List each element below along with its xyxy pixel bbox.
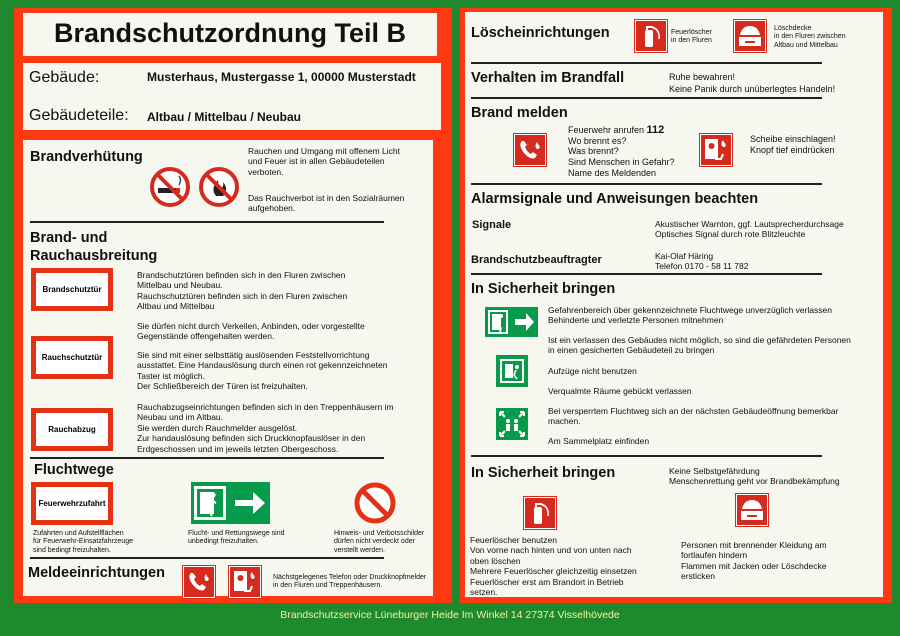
fluchtwege-heading: Fluchtwege bbox=[34, 462, 114, 478]
sicherheit-text-2: Ist ein verlassen des Gebäudes nicht möglich, so sind die gefährdeten Personen in einen gesicherten Gebäudeteil zu bringen bbox=[548, 335, 851, 356]
alarm-heading: Alarmsignale und Anweisungen beachten bbox=[471, 191, 759, 207]
divider bbox=[471, 183, 822, 185]
brand-melden-text: Feuerwehr anrufen 112 Wo brennt es? Was brennt? Sind Menschen in Gefahr? Name des Meldenden bbox=[568, 124, 675, 178]
brand-melden-heading: Brand melden bbox=[471, 105, 568, 121]
fluchtwege-caption-2: Flucht- und Rettungswege sind unbedingt freizuhalten. bbox=[188, 530, 285, 546]
beauftragter-label: Brandschutzbeauftragter bbox=[471, 254, 602, 266]
loesch-caption-1: Feuerlöscher in den Fluren bbox=[671, 29, 712, 45]
melde-heading: Meldeeinrichtungen bbox=[28, 565, 165, 581]
melde-text: Nächstgelegenes Telefon oder Druckknopfmelder in den Fluren und Treppenhäusern. bbox=[273, 574, 427, 590]
gebaeude-label: Gebäude: bbox=[29, 69, 100, 86]
emergency-exit-icon bbox=[485, 307, 511, 337]
ausbreitung-block-1: Brandschutztüren befinden sich in den Fluren zwischen Mittelbau und Neubau. Rauchschutztüren befinden sich in den Fluren zwischen Altbau und Mittelbau bbox=[137, 270, 348, 312]
assembly-point-icon bbox=[496, 408, 528, 440]
loesch-heading: Löscheinrichtungen bbox=[471, 25, 610, 41]
fluchtwege-caption-1: Zufahrten und Aufstellflächen für Feuerwehr-Einsatzfahrzeuge sind bedingt freizuhalten. bbox=[33, 530, 133, 554]
elevator-prohibited-icon bbox=[496, 355, 528, 387]
gebaeude-value: Musterhaus, Mustergasse 1, 00000 Musterstadt bbox=[147, 70, 416, 84]
fire-phone-icon bbox=[514, 134, 546, 166]
divider bbox=[471, 97, 822, 99]
title-box bbox=[23, 13, 437, 56]
ausbreitung-block-2: Sie dürfen nicht durch Verkeilen, Anbinden, oder vorgestellte Gegenstände offengehalten werden. bbox=[137, 321, 365, 342]
verhalten-heading: Verhalten im Brandfall bbox=[471, 70, 625, 86]
sicherheit-text-5: Bei versperrtem Fluchtweg sich an der nächsten Gebäudeöffnung bemerkbar machen. bbox=[548, 406, 839, 427]
fire-alarm-button-icon bbox=[700, 134, 732, 166]
feuerwehrzufahrt-sign: Feuerwehrzufahrt bbox=[31, 482, 113, 525]
fire-extinguisher-icon bbox=[524, 497, 556, 529]
ausbreitung-block-3: Sie sind mit einer selbsttätig auslösenden Feststellvorrichtung ausstattet. Eine Handauslösung durch einen rot gekennzeichneten Taster ist möglich. Der Schließbereich der Türen ist freizuhalten. bbox=[137, 350, 388, 392]
divider bbox=[471, 455, 822, 457]
sicherheit-text-1: Gefahrenbereich über gekennzeichnete Fluchtwege unverzüglich verlassen Behinderte und verletzte Personen mitnehmen bbox=[548, 305, 832, 326]
footer-text: Brandschutzservice Lüneburger Heide Im Winkel 14 27374 Visselhövede bbox=[280, 609, 620, 621]
sicherheit2-side-text: Keine Selbstgefährdung Menschenrettung geht vor Brandbekämpfung bbox=[669, 466, 840, 487]
sicherheit-heading-2: In Sicherheit bringen bbox=[471, 465, 616, 481]
brandschutztuer-sign: Brandschutztür bbox=[31, 268, 113, 311]
sicherheit-text-6: Am Sammelplatz einfinden bbox=[548, 436, 650, 446]
verhuetung-text-2: Das Rauchverbot ist in den Sozialräumen aufgehoben. bbox=[248, 193, 405, 214]
no-smoking-icon bbox=[149, 166, 191, 208]
divider bbox=[30, 457, 384, 459]
rauchschutztuer-sign: Rauchschutztür bbox=[31, 336, 113, 379]
fire-blanket-icon bbox=[736, 494, 768, 526]
exit-arrow-icon bbox=[229, 482, 270, 524]
teile-value: Altbau / Mittelbau / Neubau bbox=[147, 110, 302, 124]
exit-arrow-icon bbox=[511, 307, 538, 337]
fire-blanket-icon bbox=[734, 20, 766, 52]
signale-text: Akustischer Warnton, ggf. Lautsprecherdurchsage Optisches Signal durch rote Blitzleuchte bbox=[655, 219, 844, 240]
fluchtwege-caption-3: Hinweis- und Verbotsschilder dürfen nicht verdeckt oder verstellt werden. bbox=[334, 530, 425, 554]
teile-label: Gebäudeteile: bbox=[29, 107, 129, 124]
no-obstruction-icon bbox=[353, 481, 397, 525]
no-open-fire-icon bbox=[198, 166, 240, 208]
sicherheit2-left-text: Feuerlöscher benutzen Von vorne nach hinten und von unten nach oben löschen Mehrere Feuerlöscher gleichzeitig einsetzen Feuerlöscher erst am Brandort in Betrieb setzen. bbox=[470, 535, 637, 598]
divider bbox=[471, 273, 822, 275]
brand-melden-text-2: Scheibe einschlagen! Knopf tief eindrücken bbox=[750, 134, 836, 155]
sicherheit2-right-text: Personen mit brennender Kleidung am fortlaufen hindern Flammen mit Jacken oder Löschdecke ersticken bbox=[681, 540, 827, 582]
divider bbox=[30, 221, 384, 223]
sicherheit-text-4: Verqualmte Räume gebückt verlassen bbox=[548, 386, 692, 396]
loesch-caption-2: Löschdecke in den Fluren zwischen Altbau und Mittelbau bbox=[774, 25, 846, 49]
building-box bbox=[23, 63, 441, 130]
ausbreitung-block-4: Rauchabzugseinrichtungen befinden sich in den Treppenhäusern im Neubau und im Altbau. Sie werden durch Rauchmelder ausgelöst. Zur handauslösung befinden sich Druckknopfauslöser in den Erdgeschossen und im jeweils letzten Obergeschoss. bbox=[137, 402, 394, 454]
sicherheit-heading-1: In Sicherheit bringen bbox=[471, 281, 616, 297]
fire-alarm-button-icon bbox=[229, 566, 261, 598]
signale-label: Signale bbox=[472, 219, 512, 231]
divider bbox=[30, 557, 384, 559]
fire-extinguisher-icon bbox=[635, 20, 667, 52]
sicherheit-text-3: Aufzüge nicht benutzen bbox=[548, 366, 637, 376]
page-title: Brandschutzordnung Teil B bbox=[54, 18, 406, 48]
fire-phone-icon bbox=[183, 566, 215, 598]
divider bbox=[471, 62, 822, 64]
emergency-exit-icon bbox=[191, 482, 229, 524]
verhuetung-text-1: Rauchen und Umgang mit offenem Licht und Feuer ist in allen Gebäudeteilen verboten. bbox=[248, 146, 400, 177]
rauchabzug-sign: Rauchabzug bbox=[31, 408, 113, 451]
verhuetung-heading: Brandverhütung bbox=[30, 149, 143, 165]
beauftragter-text: Kai-Olaf Häring Telefon 0170 - 58 11 782 bbox=[655, 251, 749, 272]
verhalten-text: Ruhe bewahren! Keine Panik durch unüberlegtes Handeln! bbox=[669, 72, 836, 94]
ausbreitung-heading: Brand- und Rauchausbreitung bbox=[30, 230, 158, 264]
